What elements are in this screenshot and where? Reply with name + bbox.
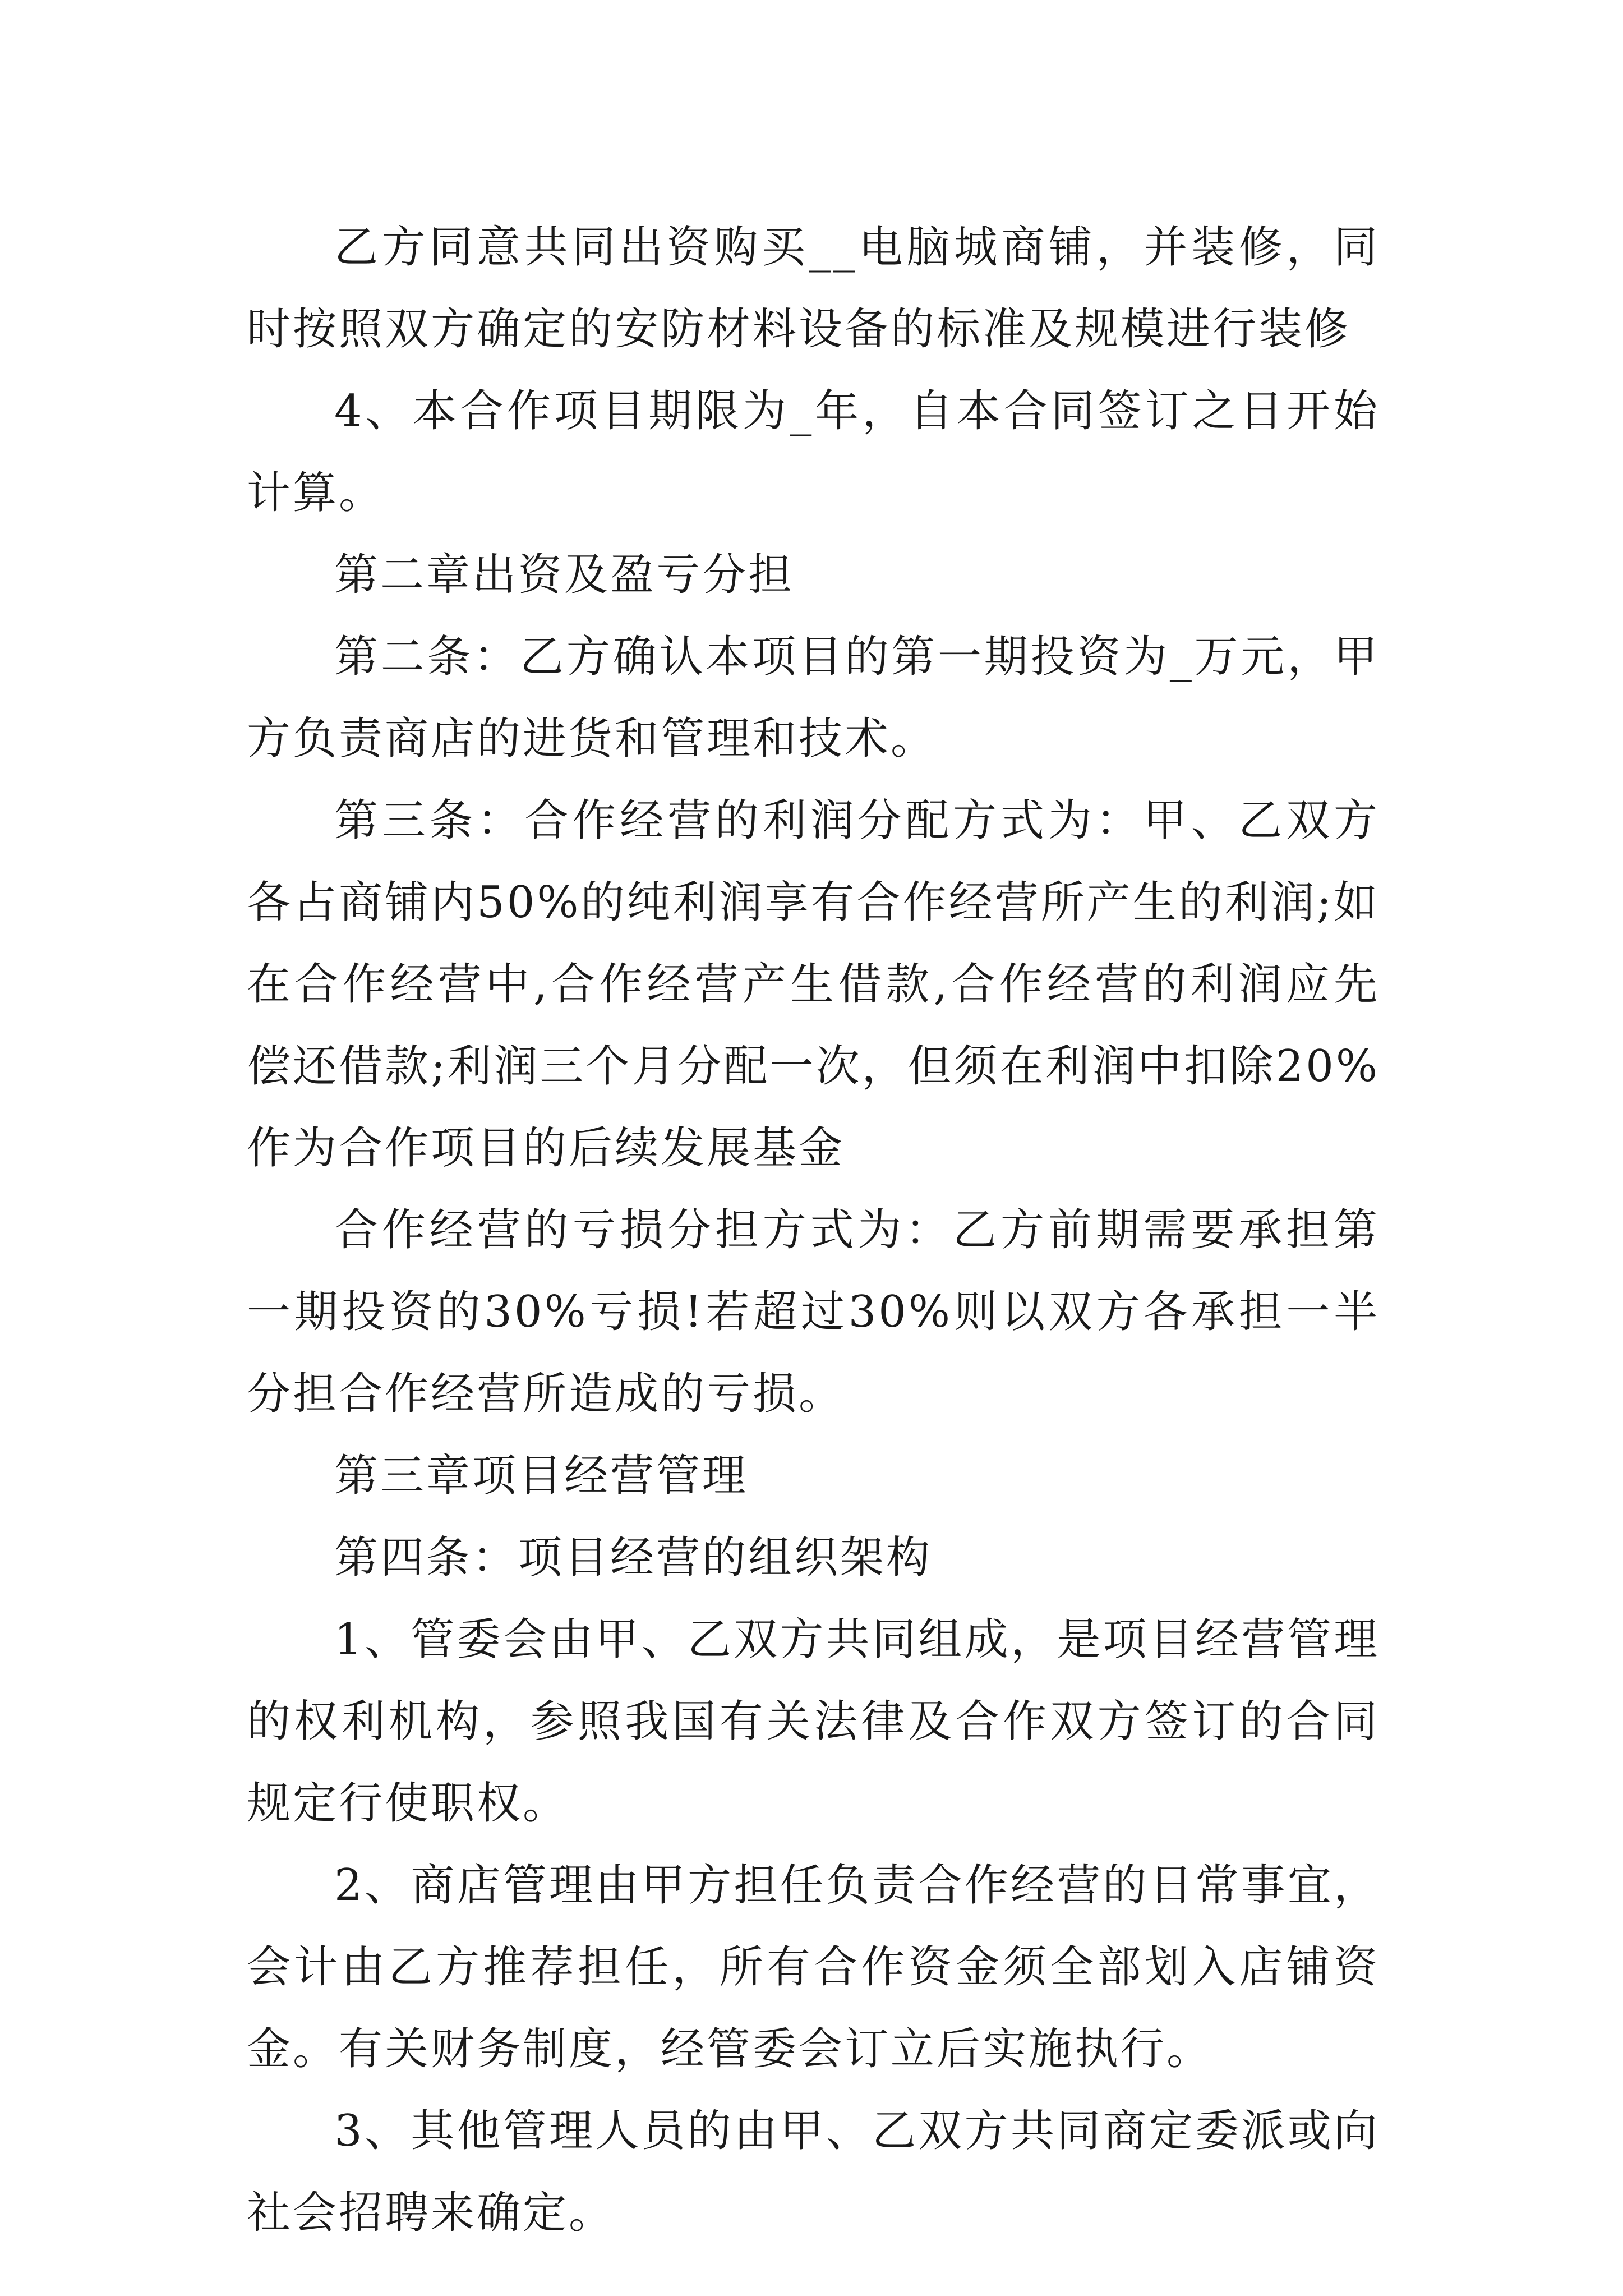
clause-3: 3、其他管理人员的由甲、乙双方共同商定委派或向社会招聘来确定。: [247, 2106, 1380, 2238]
paragraph-loss-sharing: 合作经营的亏损分担方式为：乙方前期需要承担第一期投资的30%亏损!若超过30%则以双方各承担一半分担合作经营所造成的亏损。: [247, 1205, 1380, 1419]
article-2: 第二条：乙方确认本项目的第一期投资为_万元，甲方负责商店的进货和管理和技术。: [247, 632, 1380, 764]
chapter-heading-3: 第三章项目经营管理: [334, 1451, 749, 1501]
clause-2: 2、商店管理由甲方担任负责合作经营的日常事宜，会计由乙方推荐担任，所有合作资金须全部划入店铺资金。有关财务制度，经管委会订立后实施执行。: [247, 1860, 1380, 2074]
paragraph-term: 4、本合作项目期限为_年，自本合同签订之日开始计算。: [247, 386, 1380, 518]
paragraph-purchase: 乙方同意共同出资购买__电脑城商铺，并装修，同时按照双方确定的安防材料设备的标准及规模进行装修: [247, 222, 1380, 355]
article-3: 第三条：合作经营的利润分配方式为：甲、乙双方各占商铺内50%的纯利润享有合作经营所产生的利润;如在合作经营中,合作经营产生借款,合作经营的利润应先偿还借款;利润三个月分配一次，但须在利润中扣除20%作为合作项目的后续发展基金: [247, 795, 1380, 1174]
clause-1: 1、管委会由甲、乙双方共同组成，是项目经营管理的权利机构，参照我国有关法律及合作双方签订的合同规定行使职权。: [247, 1614, 1380, 1829]
article-4: 第四条：项目经营的组织架构: [334, 1533, 933, 1583]
document-body: [247, 206, 1380, 2254]
chapter-heading-2: 第二章出资及盈亏分担: [334, 550, 795, 600]
